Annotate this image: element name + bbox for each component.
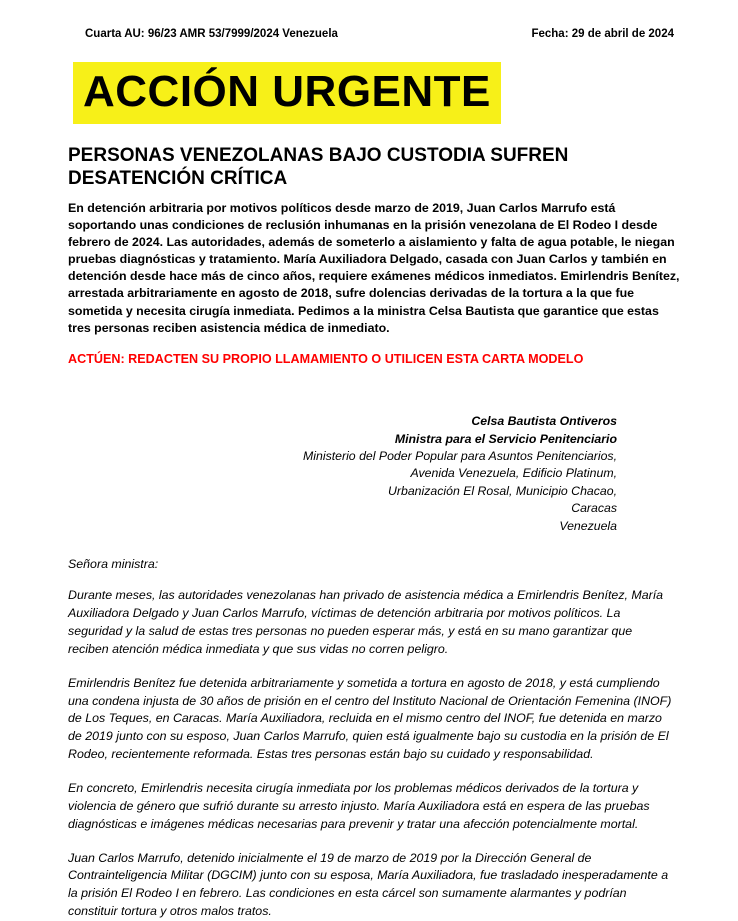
document-body (0, 124, 738, 536)
letter-body (0, 587, 738, 921)
lede-paragraph: En detención arbitraria por motivos políticos desde marzo de 2019, Juan Carlos Marrufo está soportando unas condiciones de reclusión inhumanas en la prisión venezolana de El Rodeo I desde febrero de 2024. Las autoridades, además de someterlo a aislamiento y falta de agua potable, le niegan pruebas diagnósticas y tratamiento. María Auxiliadora Delgado, casada con Juan Carlos y también en detención desde hace más de cinco años, requiere exámenes médicos inmediatos. Emirlendris Benítez, arrestada arbitrariamente en agosto de 2018, sufre dolencias derivadas de la tortura a la que fue sometida y necesita cirugía inmediata. Pedimos a la ministra Celsa Bautista que garantice que estas tres personas reciben asistencia médica de inmediato. (68, 200, 680, 335)
letter-paragraph: Emirlendris Benítez fue detenida arbitrariamente y sometida a tortura en agosto de 2018, y está cumpliendo una condena injusta de 30 años de prisión en el centro del Instituto Nacional de Orientación Femenina (INOF) de Los Teques, en Caracas. María Auxiliadora, recluida en el mismo centro del INOF, fue detenida en marzo de 2019 junto con su esposo, Juan Carlos Marrufo, quien está igualmente bajo su custodia en la prisión de El Rodeo, recientemente reformada. Estas tres personas están bajo su cuidado y responsabilidad. (68, 675, 672, 762)
addressee-line: Urbanización El Rosal, Municipio Chacao, (388, 483, 617, 498)
header-reference: Cuarta AU: 96/23 AMR 53/7999/2024 Venezuela (85, 28, 338, 40)
letter-paragraph: En concreto, Emirlendris necesita cirugía inmediata por los problemas médicos derivados de la tortura y violencia de género que sufrió durante su arresto injusto. María Auxiliadora está en espera de las pruebas diagnósticas e imágenes médicas necesarias para prevenir y tratar una afección potencialmente mortal. (68, 781, 650, 831)
addressee-line: Venezuela (559, 518, 617, 533)
document-header (0, 0, 738, 40)
letter-paragraph: Durante meses, las autoridades venezolanas han privado de asistencia médica a Emirlendris Benítez, María Auxiliadora Delgado y Juan Carlos Marrufo, víctimas de detención arbitraria por motivos políticos. La seguridad y la salud de estas tres personas no pueden esperar más, y está en su mano garantizar que reciben atención médica inmediata y que sus vidas no corren peligro. (68, 588, 664, 656)
addressee-role: Ministra para el Servicio Penitenciario (394, 431, 617, 446)
addressee-line: Caracas (571, 501, 617, 516)
urgent-action-banner-wrap (0, 40, 738, 124)
urgent-action-banner: ACCIÓN URGENTE (73, 62, 501, 124)
letter-paragraph: Juan Carlos Marrufo, detenido inicialmente el 19 de marzo de 2019 por la Dirección General de Contrainteligencia Militar (DGCIM) junto con su esposa, María Auxiliadora, fue trasladado inesperadamente a la prisión El Rodeo I en febrero. Las condiciones en esta cárcel son sumamente alarmantes y podrían constituir tortura y otros malos tratos. (68, 850, 669, 919)
addressee-block (68, 413, 680, 535)
call-to-action: ACTÚEN: REDACTEN SU PROPIO LLAMAMIENTO O UTILICEN ESTA CARTA MODELO (68, 351, 584, 366)
letter-salutation: Señora ministra: (68, 557, 159, 572)
page-title: PERSONAS VENEZOLANAS BAJO CUSTODIA SUFREN DESATENCIÓN CRÍTICA (68, 144, 569, 189)
addressee-line: Avenida Venezuela, Edificio Platinum, (410, 466, 617, 481)
addressee-line: Ministerio del Poder Popular para Asuntos Penitenciarios, (303, 449, 617, 463)
header-date: Fecha: 29 de abril de 2024 (531, 28, 674, 40)
addressee-name: Celsa Bautista Ontiveros (471, 414, 617, 429)
